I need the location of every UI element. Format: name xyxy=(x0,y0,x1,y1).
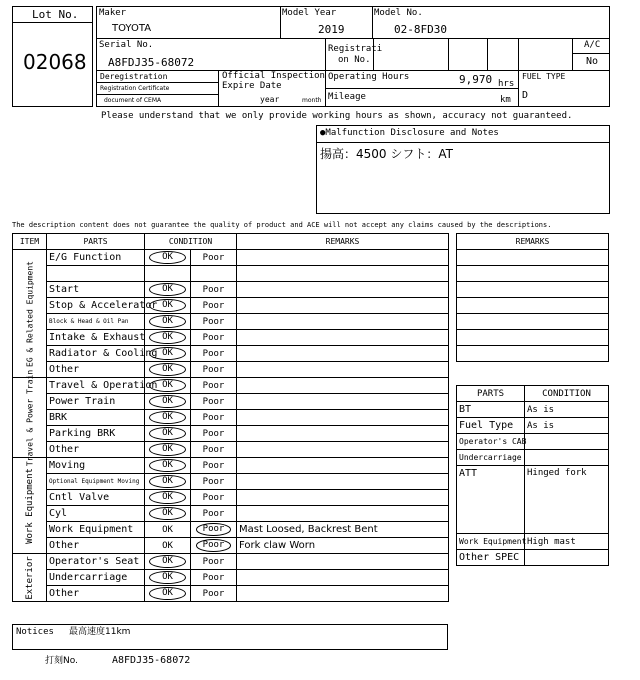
condition-ok-cell xyxy=(145,250,191,266)
condition-ok-selected: OK xyxy=(149,459,186,472)
condition-poor-cell xyxy=(191,570,237,586)
condition-poor: Poor xyxy=(202,413,225,423)
condition-poor: Poor xyxy=(202,397,225,407)
condition-poor: Poor xyxy=(202,317,225,327)
right-remarks-row xyxy=(457,346,609,362)
right-remarks-title: REMARKS xyxy=(457,234,609,250)
header-item: ITEM xyxy=(13,234,47,250)
condition-ok-cell xyxy=(145,442,191,458)
condition-poor: Poor xyxy=(202,445,225,455)
month-label: month xyxy=(302,97,322,104)
table-row xyxy=(13,442,449,458)
table-row xyxy=(13,330,449,346)
condition-ok-cell xyxy=(145,490,191,506)
serial-value: A8FDJ35-68072 xyxy=(108,56,195,69)
remark xyxy=(237,490,449,506)
condition-ok: OK xyxy=(162,541,173,551)
condition-poor: Poor xyxy=(202,333,225,343)
disclaimer: The description content does not guarantee the quality of product and ACE will not accept any claims caused by the descriptions. xyxy=(12,221,552,229)
part-name xyxy=(47,266,145,282)
condition-ok-cell xyxy=(145,522,191,538)
condition-ok-cell xyxy=(145,554,191,570)
inspection-label-1: Official Inspection xyxy=(222,71,325,81)
remark xyxy=(237,394,449,410)
part-name: Operator's Seat xyxy=(47,554,145,570)
remark xyxy=(237,506,449,522)
malfunction-text: 揚高：4500 シフト：AT xyxy=(320,147,453,161)
spec-condition xyxy=(525,450,609,466)
condition-poor: Poor xyxy=(202,477,225,487)
year-label: year xyxy=(260,95,280,104)
condition-poor-cell xyxy=(191,394,237,410)
condition-poor-cell xyxy=(191,490,237,506)
part-name: Parking BRK xyxy=(47,426,145,442)
condition-ok-selected: OK xyxy=(149,555,186,568)
spec-header-condition: CONDITION xyxy=(525,386,609,402)
fuel-type-label: FUEL TYPE xyxy=(522,72,566,81)
remark xyxy=(237,474,449,490)
model-year-label: Model Year xyxy=(282,8,337,18)
condition-poor-cell xyxy=(191,314,237,330)
condition-ok-cell xyxy=(145,538,191,554)
spec-row xyxy=(457,450,609,466)
condition-poor: Poor xyxy=(202,381,225,391)
spec-part: Operator's CAB xyxy=(457,434,525,450)
model-no-label: Model No. xyxy=(374,8,423,18)
condition-poor-cell xyxy=(191,266,237,282)
condition-ok-selected: OK xyxy=(149,395,186,408)
table-row xyxy=(13,266,449,282)
right-remarks-row xyxy=(457,314,609,330)
remark xyxy=(237,554,449,570)
condition-ok-cell xyxy=(145,458,191,474)
table-row xyxy=(13,378,449,394)
table-row xyxy=(13,298,449,314)
condition-poor: Poor xyxy=(202,557,225,567)
table-row xyxy=(13,490,449,506)
group-label-cell xyxy=(13,250,47,378)
condition-ok-cell xyxy=(145,266,191,282)
condition-ok-cell xyxy=(145,474,191,490)
operating-hours-label: Operating Hours xyxy=(328,72,410,82)
table-row xyxy=(13,362,449,378)
spec-condition: As is xyxy=(525,402,609,418)
condition-ok-selected: OK xyxy=(149,299,186,312)
condition-ok-selected: OK xyxy=(149,475,186,488)
remark: Fork claw Worn xyxy=(237,538,449,554)
fuel-type-value: D xyxy=(522,90,529,101)
condition-poor-cell xyxy=(191,538,237,554)
notices-label: Notices xyxy=(16,627,54,637)
condition-ok-selected: OK xyxy=(149,315,186,328)
remark xyxy=(237,586,449,602)
part-name: Start xyxy=(47,282,145,298)
remark: Mast Loosed, Backrest Bent xyxy=(237,522,449,538)
part-name: Work Equipment xyxy=(47,522,145,538)
lot-number: 02068 xyxy=(23,50,87,74)
remark xyxy=(237,426,449,442)
spec-condition xyxy=(525,434,609,450)
spec-part: Fuel Type xyxy=(457,418,525,434)
remark xyxy=(237,330,449,346)
remark xyxy=(237,410,449,426)
header-remarks: REMARKS xyxy=(237,234,449,250)
spec-row xyxy=(457,534,609,550)
inspection-label-2: Expire Date xyxy=(222,81,282,91)
condition-poor-cell xyxy=(191,378,237,394)
condition-ok: OK xyxy=(162,525,173,535)
condition-ok-selected: OK xyxy=(149,507,186,520)
condition-poor-cell xyxy=(191,554,237,570)
malfunction-box xyxy=(316,125,610,214)
condition-ok-selected: OK xyxy=(149,443,186,456)
spec-part: Work Equipment xyxy=(457,534,525,550)
spec-condition: As is xyxy=(525,418,609,434)
reg-cert-label: Registration Certificate xyxy=(100,85,170,92)
remark xyxy=(237,298,449,314)
condition-poor: Poor xyxy=(202,589,225,599)
condition-poor: Poor xyxy=(202,493,225,503)
part-name: Intake & Exhaust xyxy=(47,330,145,346)
condition-ok-cell xyxy=(145,378,191,394)
remark xyxy=(237,250,449,266)
group-label-cell xyxy=(13,369,47,466)
table-row xyxy=(13,346,449,362)
spec-row xyxy=(457,550,609,566)
table-row xyxy=(13,586,449,602)
table-row xyxy=(13,522,449,538)
condition-ok-selected: OK xyxy=(149,379,186,392)
condition-ok-selected: OK xyxy=(149,283,186,296)
malfunction-title: ●Malfunction Disclosure and Notes xyxy=(320,128,499,138)
spec-condition: Hinged fork xyxy=(525,466,609,534)
spec-row xyxy=(457,434,609,450)
part-name: BRK xyxy=(47,410,145,426)
condition-ok-cell xyxy=(145,410,191,426)
part-name: Cyl xyxy=(47,506,145,522)
condition-poor-cell xyxy=(191,250,237,266)
cema-label: document of CEMA xyxy=(104,97,162,104)
remark xyxy=(237,266,449,282)
notices-text: 最高速度11km xyxy=(69,627,131,637)
condition-ok-selected: OK xyxy=(149,587,186,600)
condition-ok-selected: OK xyxy=(149,251,186,264)
lot-label: Lot No. xyxy=(32,8,79,21)
condition-poor-selected: Poor xyxy=(196,539,232,552)
part-name: Block & Head & Oil Pan xyxy=(47,314,145,330)
condition-poor-selected: Poor xyxy=(196,523,232,536)
group-label-cell xyxy=(13,554,47,602)
remark xyxy=(237,458,449,474)
condition-poor-cell xyxy=(191,362,237,378)
stamp-label: 打刻No. xyxy=(45,656,78,666)
condition-ok-cell xyxy=(145,346,191,362)
condition-poor-cell xyxy=(191,442,237,458)
part-name: Radiator & Cooling xyxy=(47,346,145,362)
condition-ok-selected: OK xyxy=(149,427,186,440)
remark xyxy=(237,570,449,586)
condition-poor-cell xyxy=(191,426,237,442)
group-label-cell xyxy=(13,458,47,554)
condition-ok-cell xyxy=(145,506,191,522)
condition-poor-cell xyxy=(191,298,237,314)
table-row xyxy=(13,282,449,298)
header-condition: CONDITION xyxy=(145,234,237,250)
table-row xyxy=(13,394,449,410)
condition-ok-selected: OK xyxy=(149,571,186,584)
condition-poor-cell xyxy=(191,506,237,522)
condition-poor: Poor xyxy=(202,429,225,439)
condition-poor-cell xyxy=(191,474,237,490)
right-remarks-row xyxy=(457,250,609,266)
condition-ok-selected: OK xyxy=(149,347,186,360)
right-remarks-row xyxy=(457,266,609,282)
maker-value: TOYOTA xyxy=(112,23,152,34)
header-parts: PARTS xyxy=(47,234,145,250)
table-row xyxy=(13,410,449,426)
part-name: Other xyxy=(47,538,145,554)
remark xyxy=(237,282,449,298)
condition-ok-cell xyxy=(145,362,191,378)
remark xyxy=(237,378,449,394)
condition-poor: Poor xyxy=(202,301,225,311)
condition-poor: Poor xyxy=(202,253,225,263)
remark xyxy=(237,442,449,458)
group-label: EG & Related Equipment xyxy=(25,260,34,367)
condition-poor-cell xyxy=(191,586,237,602)
condition-ok-selected: OK xyxy=(149,331,186,344)
hrs-label: hrs xyxy=(498,79,515,89)
group-label: Exterior xyxy=(24,555,35,600)
spec-part: Undercarriage xyxy=(457,450,525,466)
part-name: Travel & Operation xyxy=(47,378,145,394)
spec-part: Other SPEC xyxy=(457,550,525,566)
group-label: Travel & Power Train xyxy=(25,369,34,466)
registration-label-1: Registrati xyxy=(328,44,383,54)
table-row xyxy=(13,554,449,570)
group-label: Work Equipment xyxy=(24,467,35,544)
condition-poor-cell xyxy=(191,458,237,474)
spec-row xyxy=(457,466,609,534)
table-row xyxy=(13,506,449,522)
ac-label: A/C xyxy=(584,40,601,50)
part-name: Stop & Accelerator xyxy=(47,298,145,314)
condition-poor: Poor xyxy=(202,365,225,375)
right-remarks-table xyxy=(456,233,609,362)
condition-ok-cell xyxy=(145,426,191,442)
serial-label: Serial No. xyxy=(99,40,154,50)
part-name: Optional Equipment Moving xyxy=(47,474,145,490)
part-name: Undercarriage xyxy=(47,570,145,586)
condition-ok-cell xyxy=(145,282,191,298)
condition-ok-cell xyxy=(145,314,191,330)
registration-label-2: on No. xyxy=(338,55,371,65)
hours-notice: Please understand that we only provide working hours as shown, accuracy not guaranteed. xyxy=(101,111,573,121)
spec-condition: High mast xyxy=(525,534,609,550)
right-remarks-row xyxy=(457,330,609,346)
part-name: Other xyxy=(47,442,145,458)
table-row xyxy=(13,474,449,490)
stamp-value: A8FDJ35-68072 xyxy=(112,655,191,666)
condition-ok-selected: OK xyxy=(149,363,186,376)
mileage-label: Mileage xyxy=(328,92,366,102)
condition-poor-cell xyxy=(191,522,237,538)
right-remarks-row xyxy=(457,282,609,298)
maker-label: Maker xyxy=(99,8,127,18)
condition-poor-cell xyxy=(191,330,237,346)
condition-poor: Poor xyxy=(202,573,225,583)
spec-header-parts: PARTS xyxy=(457,386,525,402)
condition-poor-cell xyxy=(191,282,237,298)
table-row xyxy=(13,538,449,554)
spec-row xyxy=(457,402,609,418)
condition-ok-selected: OK xyxy=(149,411,186,424)
spec-row xyxy=(457,418,609,434)
condition-poor-cell xyxy=(191,410,237,426)
spec-part: BT xyxy=(457,402,525,418)
remark xyxy=(237,346,449,362)
condition-poor-cell xyxy=(191,346,237,362)
condition-ok-cell xyxy=(145,394,191,410)
part-name: Power Train xyxy=(47,394,145,410)
condition-ok-cell xyxy=(145,570,191,586)
condition-ok-cell xyxy=(145,330,191,346)
condition-poor: Poor xyxy=(202,349,225,359)
operating-hours-value: 9,970 xyxy=(459,73,493,86)
condition-ok-cell xyxy=(145,298,191,314)
model-no-value: 02-8FD30 xyxy=(394,23,447,36)
table-row xyxy=(13,426,449,442)
condition-poor: Poor xyxy=(202,509,225,519)
part-name: E/G Function xyxy=(47,250,145,266)
km-label: km xyxy=(500,95,511,105)
table-row xyxy=(13,314,449,330)
part-name: Other xyxy=(47,586,145,602)
condition-poor: Poor xyxy=(202,285,225,295)
condition-ok-selected: OK xyxy=(149,491,186,504)
table-row xyxy=(13,570,449,586)
table-row xyxy=(13,250,449,266)
part-name: Other xyxy=(47,362,145,378)
model-year-value: 2019 xyxy=(318,23,345,36)
spec-part: ATT xyxy=(457,466,525,534)
part-name: Moving xyxy=(47,458,145,474)
dereg-label: Deregistration xyxy=(100,72,168,81)
remark xyxy=(237,314,449,330)
ac-value: No xyxy=(586,56,599,67)
remark xyxy=(237,362,449,378)
condition-poor: Poor xyxy=(202,461,225,471)
spec-table xyxy=(456,385,609,566)
part-name: Cntl Valve xyxy=(47,490,145,506)
inspection-table xyxy=(12,233,449,602)
table-row xyxy=(13,458,449,474)
right-remarks-row xyxy=(457,298,609,314)
condition-ok-cell xyxy=(145,586,191,602)
spec-condition xyxy=(525,550,609,566)
